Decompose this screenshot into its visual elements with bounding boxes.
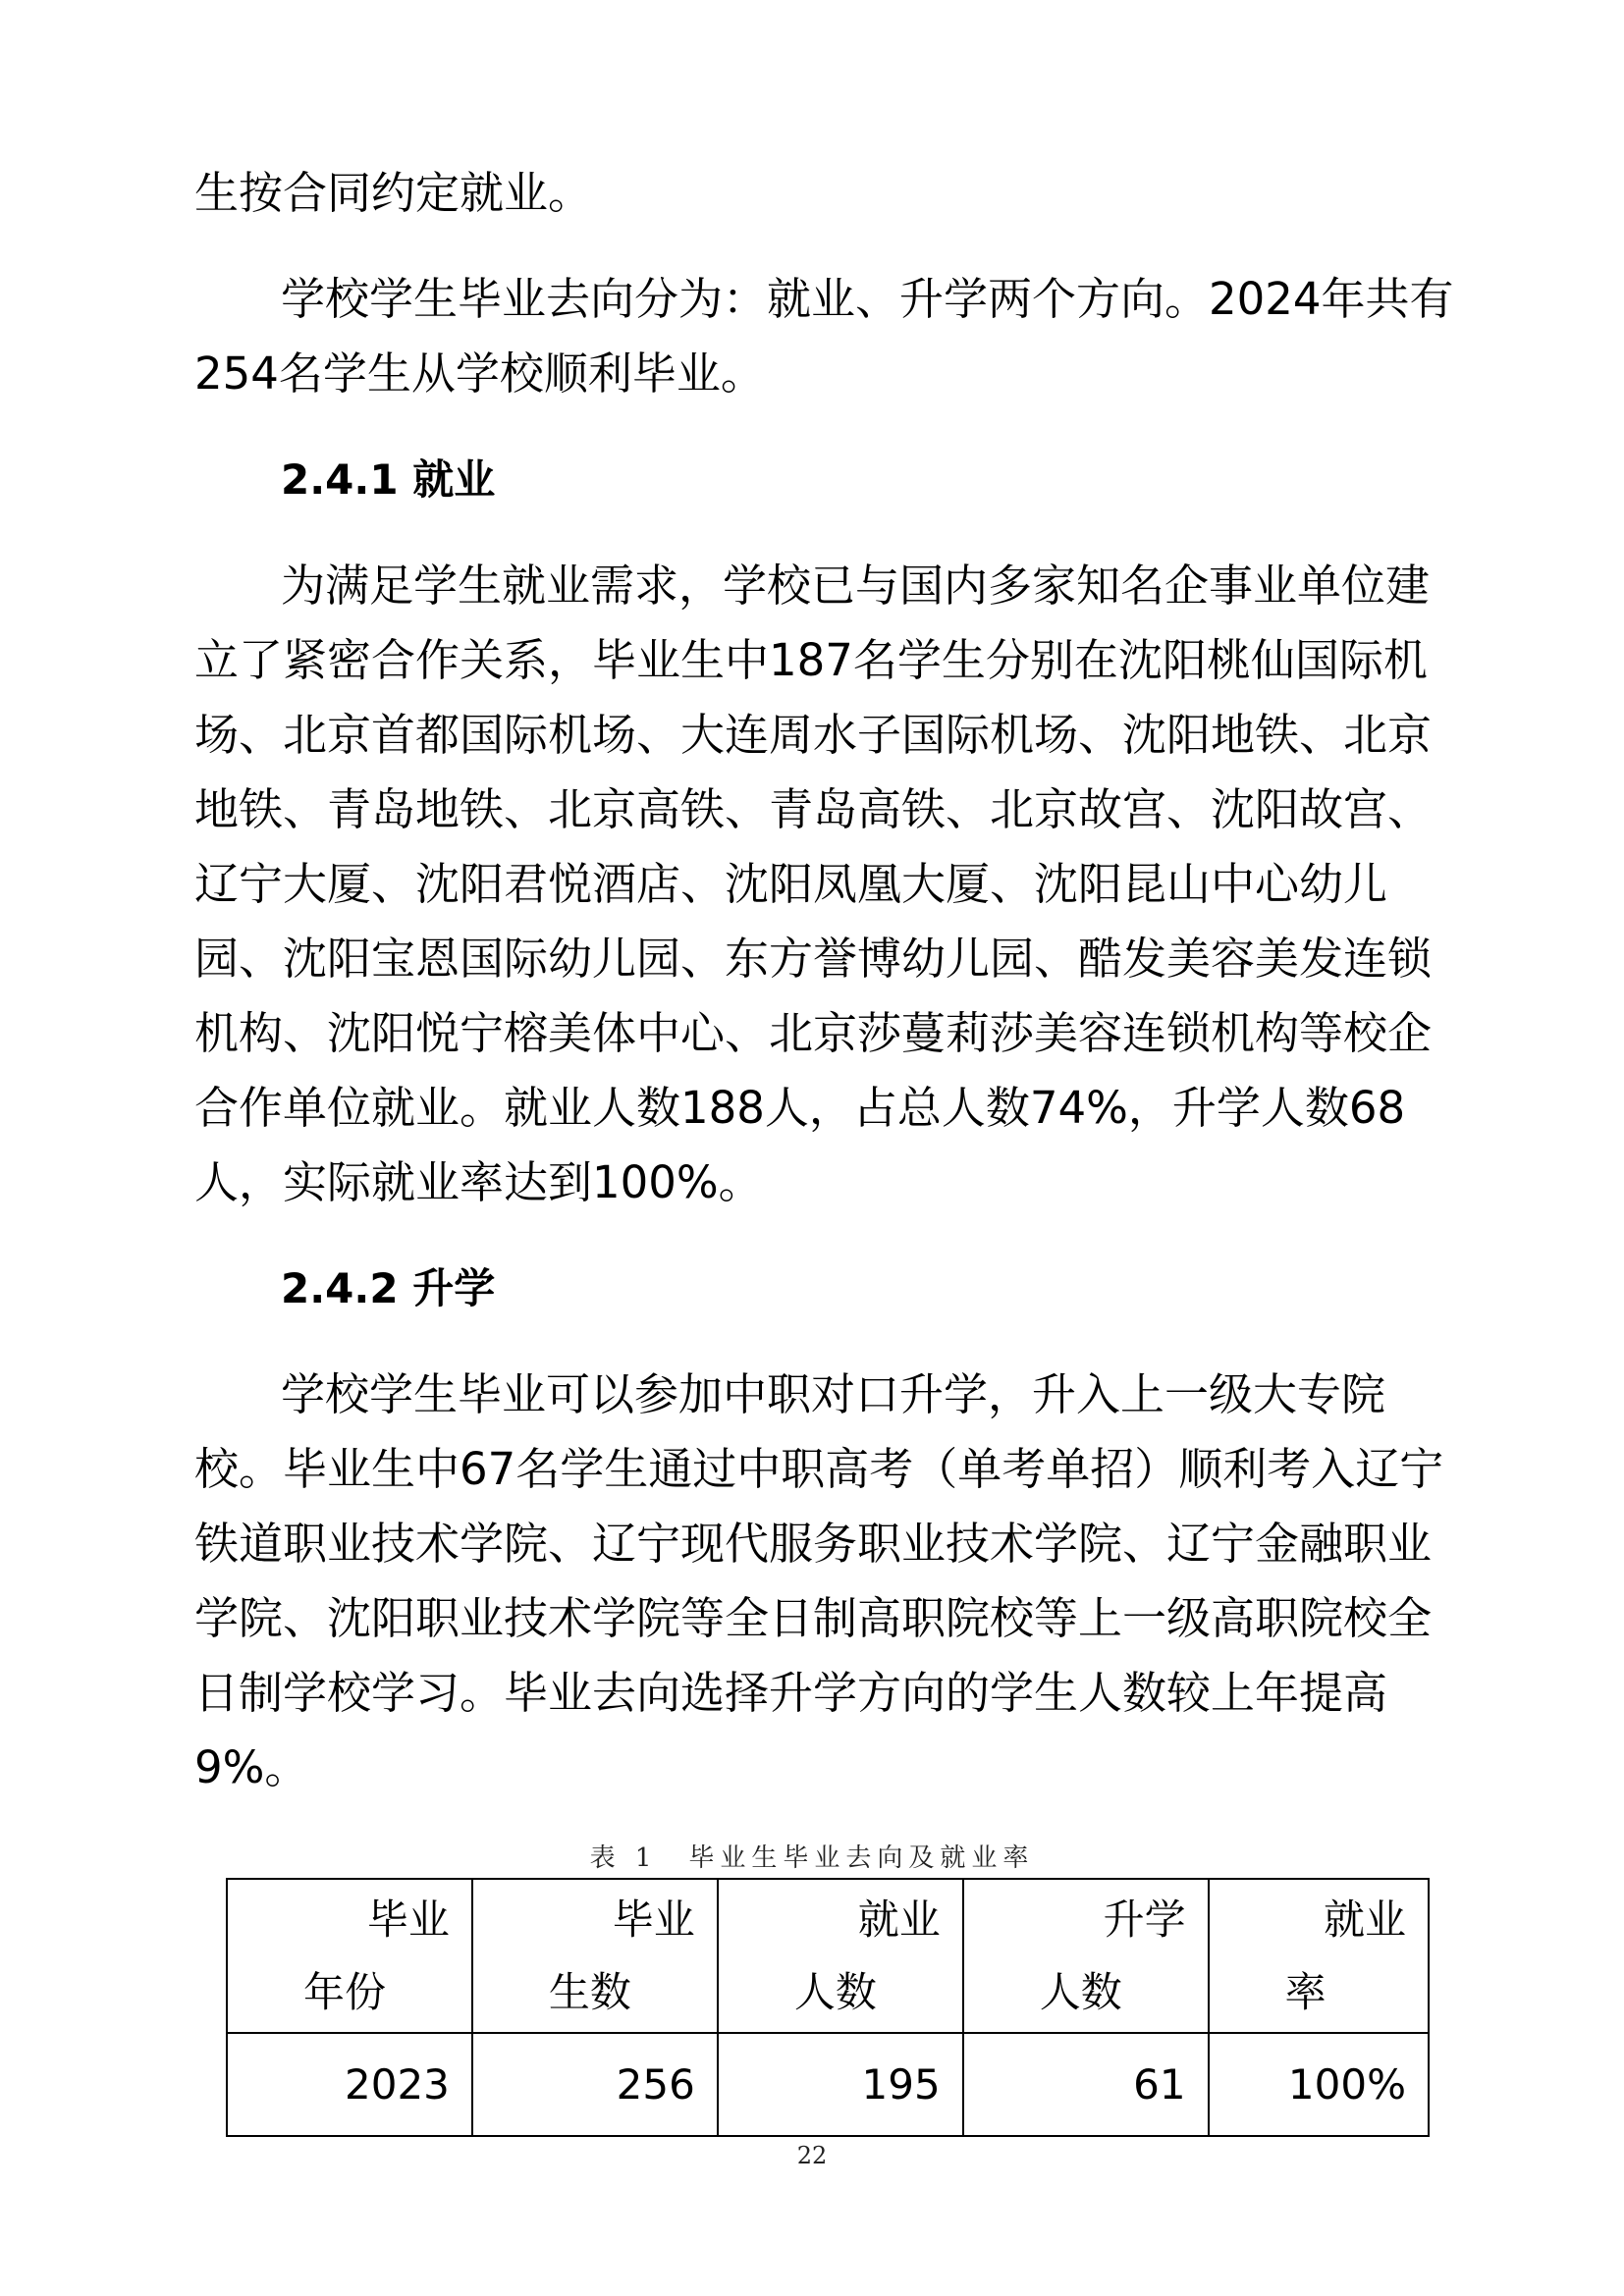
- header-text: 人数: [793, 1967, 877, 2016]
- paragraph-line: 地铁、青岛地铁、北京高铁、青岛高铁、北京故宫、沈阳故宫、: [194, 783, 1433, 835]
- header-employment-rate: [1209, 1879, 1429, 2033]
- graduation-table: [226, 1878, 1430, 2137]
- paragraph-line: 校。毕业生中67名学生通过中职高考（单考单招）顺利考入辽宁: [194, 1443, 1444, 1495]
- paragraph-line: 9%。: [194, 1741, 309, 1793]
- cell-employed: 195: [718, 2033, 963, 2136]
- paragraph-line: 机构、沈阳悦宁榕美体中心、北京莎蔓莉莎美容连锁机构等校企: [194, 1007, 1433, 1059]
- section-heading-further-study: 2.4.2 升学: [281, 1264, 496, 1312]
- header-graduate-count: [472, 1879, 718, 2033]
- paragraph-line: 生按合同约定就业。: [194, 167, 593, 219]
- header-text: 年份: [303, 1967, 387, 2016]
- header-graduation-year: [227, 1879, 472, 2033]
- cell-graduates: 256: [472, 2033, 718, 2136]
- section-heading-employment: 2.4.1 就业: [281, 455, 496, 504]
- header-employed-count: [718, 1879, 963, 2033]
- paragraph-line: 254名学生从学校顺利毕业。: [194, 347, 765, 400]
- paragraph-line: 学校学生毕业去向分为：就业、升学两个方向。2024年共有: [281, 273, 1454, 325]
- paragraph-line: 辽宁大厦、沈阳君悦酒店、沈阳凤凰大厦、沈阳昆山中心幼儿: [194, 858, 1388, 910]
- paragraph-line: 人，实际就业率达到100%。: [194, 1156, 763, 1208]
- header-text: 率: [1284, 1967, 1326, 2016]
- header-text: 就业: [857, 1895, 941, 1944]
- header-further-study-count: [963, 1879, 1209, 2033]
- header-text: 毕业: [366, 1895, 450, 1944]
- table-caption: 表 1 毕业生毕业去向及就业率: [589, 1843, 1035, 1873]
- cell-year: 2023: [227, 2033, 472, 2136]
- header-text: 就业: [1323, 1895, 1406, 1944]
- header-text: 升学: [1103, 1895, 1186, 1944]
- paragraph-line: 为满足学生就业需求，学校已与国内多家知名企事业单位建: [281, 560, 1431, 612]
- page-number: 22: [796, 2142, 828, 2169]
- paragraph-line: 园、沈阳宝恩国际幼儿园、东方誉博幼儿园、酷发美容美发连锁: [194, 933, 1433, 985]
- paragraph-line: 合作单位就业。就业人数188人，占总人数74%，升学人数68: [194, 1082, 1406, 1134]
- paragraph-line: 学校学生毕业可以参加中职对口升学，升入上一级大专院: [281, 1368, 1386, 1420]
- header-text: 生数: [548, 1967, 631, 2016]
- header-text: 人数: [1039, 1967, 1122, 2016]
- paragraph-line: 场、北京首都国际机场、大连周水子国际机场、沈阳地铁、北京: [194, 709, 1433, 761]
- cell-rate: 100%: [1209, 2033, 1429, 2136]
- paragraph-line: 学院、沈阳职业技术学院等全日制高职院校等上一级高职院校全: [194, 1592, 1433, 1644]
- cell-further-study: 61: [963, 2033, 1209, 2136]
- table-header-row: [227, 1879, 1429, 2033]
- paragraph-line: 立了紧密合作关系，毕业生中187名学生分别在沈阳桃仙国际机: [194, 634, 1428, 686]
- paragraph-line: 日制学校学习。毕业去向选择升学方向的学生人数较上年提高: [194, 1667, 1388, 1719]
- table-row: [227, 2033, 1429, 2136]
- paragraph-line: 铁道职业技术学院、辽宁现代服务职业技术学院、辽宁金融职业: [194, 1518, 1433, 1570]
- header-text: 毕业: [612, 1895, 695, 1944]
